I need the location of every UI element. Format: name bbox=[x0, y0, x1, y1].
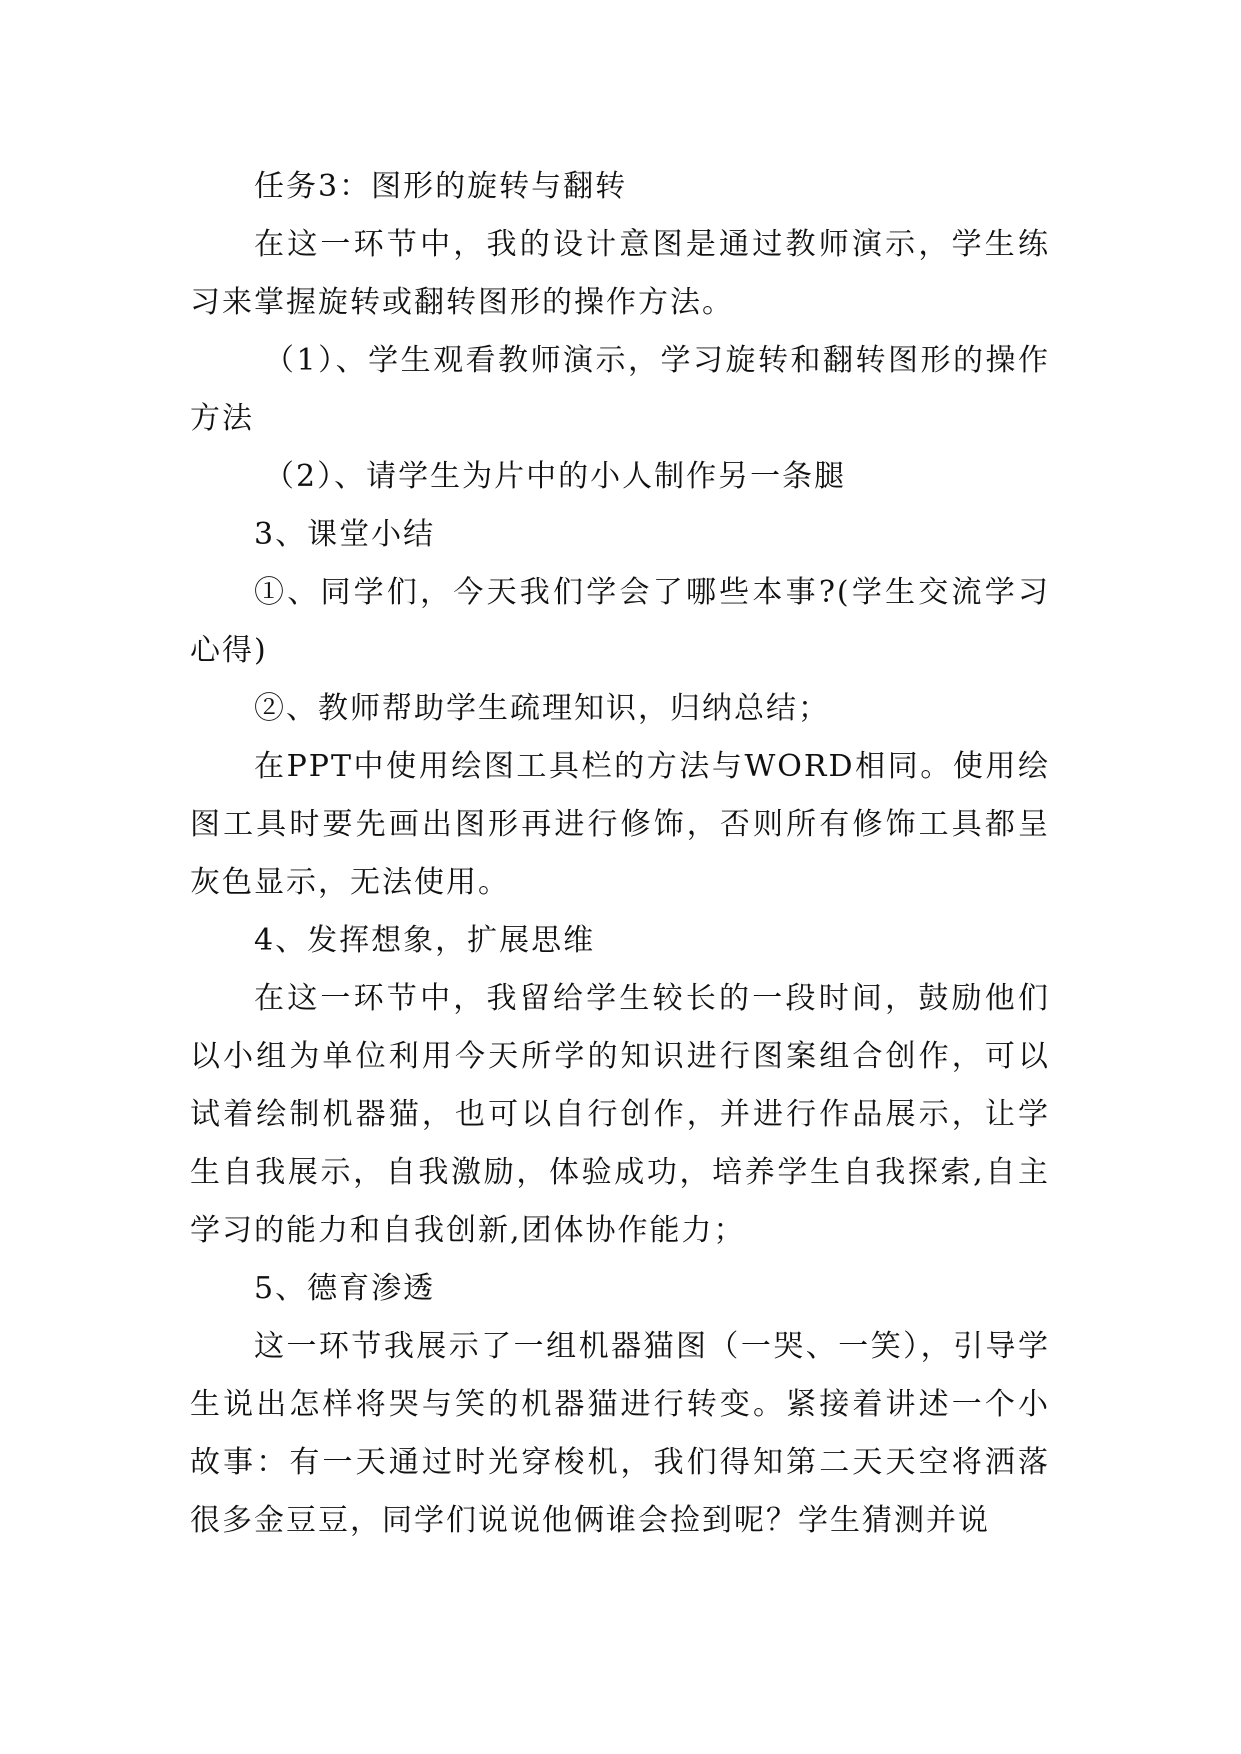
task-heading: 任务3：图形的旋转与翻转 bbox=[254, 169, 628, 204]
paragraph-story: 这一环节我展示了一组机器猫图（一哭、一笑），引导学生说出怎样将哭与笑的机器猫进行转变。紧接着讲述一个小故事：有一天通过时光穿梭机，我们得知第二天天空将洒落很多金豆豆，同学们说说他俩谁会捡到呢？学生猜测并说 bbox=[190, 1329, 1050, 1538]
paragraph-creation: 在这一环节中，我留给学生较长的一段时间，鼓励他们以小组为单位利用今天所学的知识进行图案组合创作，可以试着绘制机器猫，也可以自行创作，并进行作品展示，让学生自我展示，自我激励，体验成功，培养学生自我探索,自主学习的能力和自我创新,团体协作能力； bbox=[190, 981, 1050, 1248]
section-heading-imagination: 4、发挥想象，扩展思维 bbox=[254, 923, 596, 958]
summary-item-1: ①、同学们，今天我们学会了哪些本事?(学生交流学习心得) bbox=[190, 575, 1050, 668]
list-item-2: （2）、请学生为片中的小人制作另一条腿 bbox=[264, 459, 847, 494]
section-heading-moral: 5、德育渗透 bbox=[254, 1271, 436, 1306]
paragraph-design-intent: 在这一环节中，我的设计意图是通过教师演示，学生练习来掌握旋转或翻转图形的操作方法。 bbox=[190, 227, 1050, 320]
document-body bbox=[190, 158, 1050, 1550]
section-heading-summary: 3、课堂小结 bbox=[254, 517, 436, 552]
summary-item-2: ②、教师帮助学生疏理知识，归纳总结； bbox=[254, 691, 830, 726]
paragraph-ppt-tools: 在PPT中使用绘图工具栏的方法与WORD相同。使用绘图工具时要先画出图形再进行修饰，否则所有修饰工具都呈灰色显示，无法使用。 bbox=[190, 749, 1050, 900]
list-item-1: （1）、学生观看教师演示，学习旋转和翻转图形的操作方法 bbox=[190, 343, 1050, 436]
